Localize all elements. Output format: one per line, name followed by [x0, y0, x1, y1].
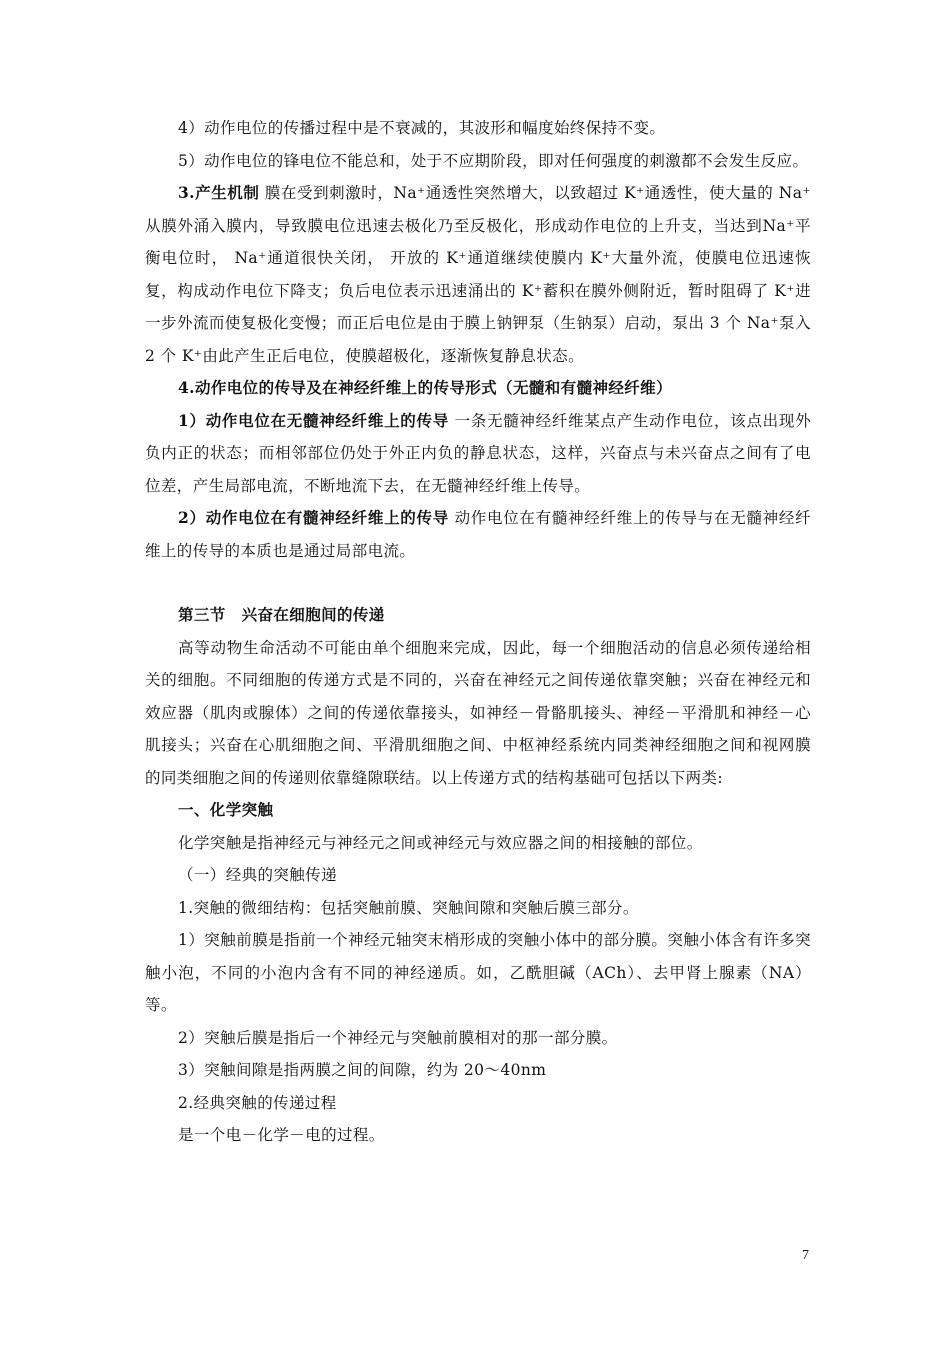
paragraph-myelinated: [145, 502, 811, 567]
mechanism-heading: 3.产生机制: [178, 183, 260, 202]
paragraph-presynaptic: 1）突触前膜是指前一个神经元轴突末梢形成的突触小体中的部分膜。突触小体含有许多突触小泡，不同的小泡内含有不同的神经递质。如，乙酰胆碱（ACh）、去甲肾上腺素（NA）等。: [145, 931, 811, 1014]
paragraph-process: 是一个电－化学－电的过程。: [178, 1126, 385, 1144]
paragraph-classic-transmission: （一）经典的突触传递: [178, 866, 338, 884]
conduction-heading: 4.动作电位的传导及在神经纤维上的传导形式（无髓和有髓神经纤维）: [178, 378, 672, 397]
page-number: 7: [802, 1248, 809, 1263]
unmyelinated-heading: 1）动作电位在无髓神经纤维上的传导: [178, 410, 449, 430]
paragraph-structure: 1.突触的微细结构：包括突触前膜、突触间隙和突触后膜三部分。: [178, 898, 639, 917]
section-heading: 第三节 兴奋在细胞间的传递: [178, 605, 385, 624]
myelinated-text: 动作电位在有髓神经纤维上的传导与在无髓神经纤维上的传导的本质也是通过局部电流。: [145, 509, 811, 560]
paragraph-cleft: 3）突触间隙是指两膜之间的间隙，约为 20～40nm: [178, 1061, 547, 1079]
paragraph-unmyelinated: [145, 405, 811, 503]
myelinated-heading: 2）动作电位在有髓神经纤维上的传导: [178, 508, 449, 527]
mechanism-text: 膜在受到刺激时，Na⁺通透性突然增大，以致超过 K⁺通透性，使大量的 Na⁺从膜外涌入膜内，导致膜电位迅速去极化乃至反极化，形成动作电位的上升支，当达到Na⁺平衡电位时， Na⁺通道很快关闭， 开放的 K⁺通道继续使膜内 K⁺大量外流，使膜电位迅速恢复，构成动作电位下降支；负后电位表示迅速涌出的 K⁺蓄积在膜外侧附近，暂时阻碍了 K⁺进一步外流而使复极化变慢；而正后电位是由于膜上钠钾泵（生钠泵）启动，泵出 3 个 Na⁺泵入 2 个 K⁺由此产生正后电位，使膜超极化，逐渐恢复静息状态。: [145, 184, 811, 365]
paragraph-item-5: 5）动作电位的锋电位不能总和，处于不应期阶段，即对任何强度的刺激都不会发生反应。: [178, 151, 809, 170]
unmyelinated-text: 一条无髓神经纤维某点产生动作电位，该点出现外负内正的状态；而相邻部位仍处于外正内负的静息状态，这样，兴奋点与未兴奋点之间有了电位差，产生局部电流，不断地流下去，在无髓神经纤维上传导。: [145, 411, 811, 495]
paragraph-definition: 化学突触是指神经元与神经元之间或神经元与效应器之间的相接触的部位。: [178, 833, 703, 852]
paragraph-item-4: 4）动作电位的传播过程中是不衰减的，其波形和幅度始终保持不变。: [178, 119, 666, 137]
subsection-heading: 一、化学突触: [178, 800, 274, 819]
paragraph-process-heading: 2.经典突触的传递过程: [178, 1093, 337, 1112]
paragraph-postsynaptic: 2）突触后膜是指后一个神经元与突触前膜相对的那一部分膜。: [178, 1028, 618, 1047]
section-spacer: [145, 567, 811, 599]
paragraph-mechanism: [145, 177, 811, 372]
paragraph-intro: 高等动物生命活动不可能由单个细胞来完成，因此，每一个细胞活动的信息必须传递给相关的细胞。不同细胞的传递方式是不同的，兴奋在神经元之间传递依靠突触；兴奋在神经元和效应器（肌肉或腺体）之间的传递依靠接头，如神经－骨骼肌接头、神经－平滑肌和神经－心肌接头；兴奋在心肌细胞之间、平滑肌细胞之间、中枢神经系统内同类神经细胞之间和视网膜的同类细胞之间的传递则依靠缝隙联结。以上传递方式的结构基础可包括以下两类:: [145, 638, 811, 787]
page-body: [145, 112, 811, 1152]
